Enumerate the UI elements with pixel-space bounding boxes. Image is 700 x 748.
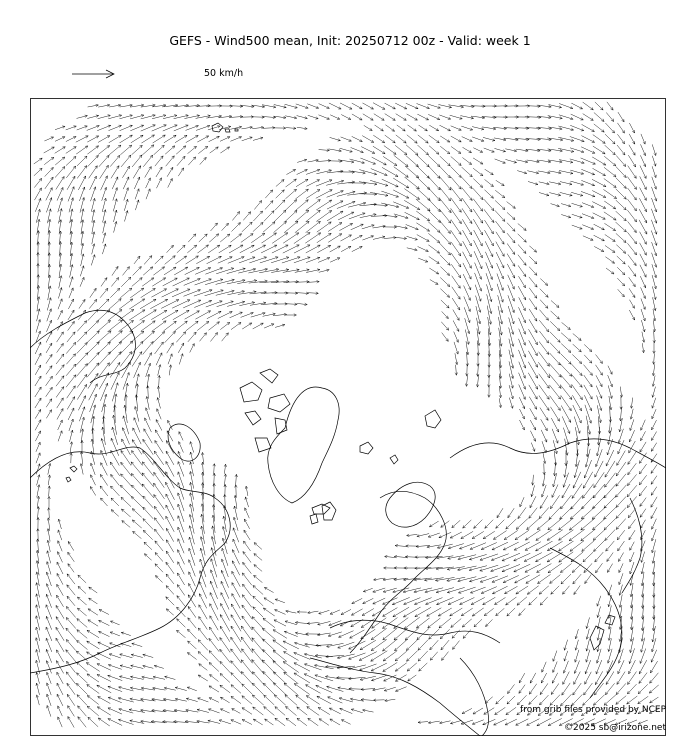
vector-legend bbox=[70, 64, 270, 84]
map-title: GEFS - Wind500 mean, Init: 20250712 00z - Valid: week 1 bbox=[169, 33, 531, 48]
map-panel bbox=[30, 98, 666, 736]
arrow-icon bbox=[70, 64, 130, 84]
wind-map bbox=[30, 98, 666, 736]
legend-reference-label: 50 km/h bbox=[204, 68, 244, 79]
copyright-credit: ©2025 sb@irizone.net bbox=[564, 723, 666, 733]
data-source-credit: from grib files provided by NCEP bbox=[520, 705, 666, 715]
